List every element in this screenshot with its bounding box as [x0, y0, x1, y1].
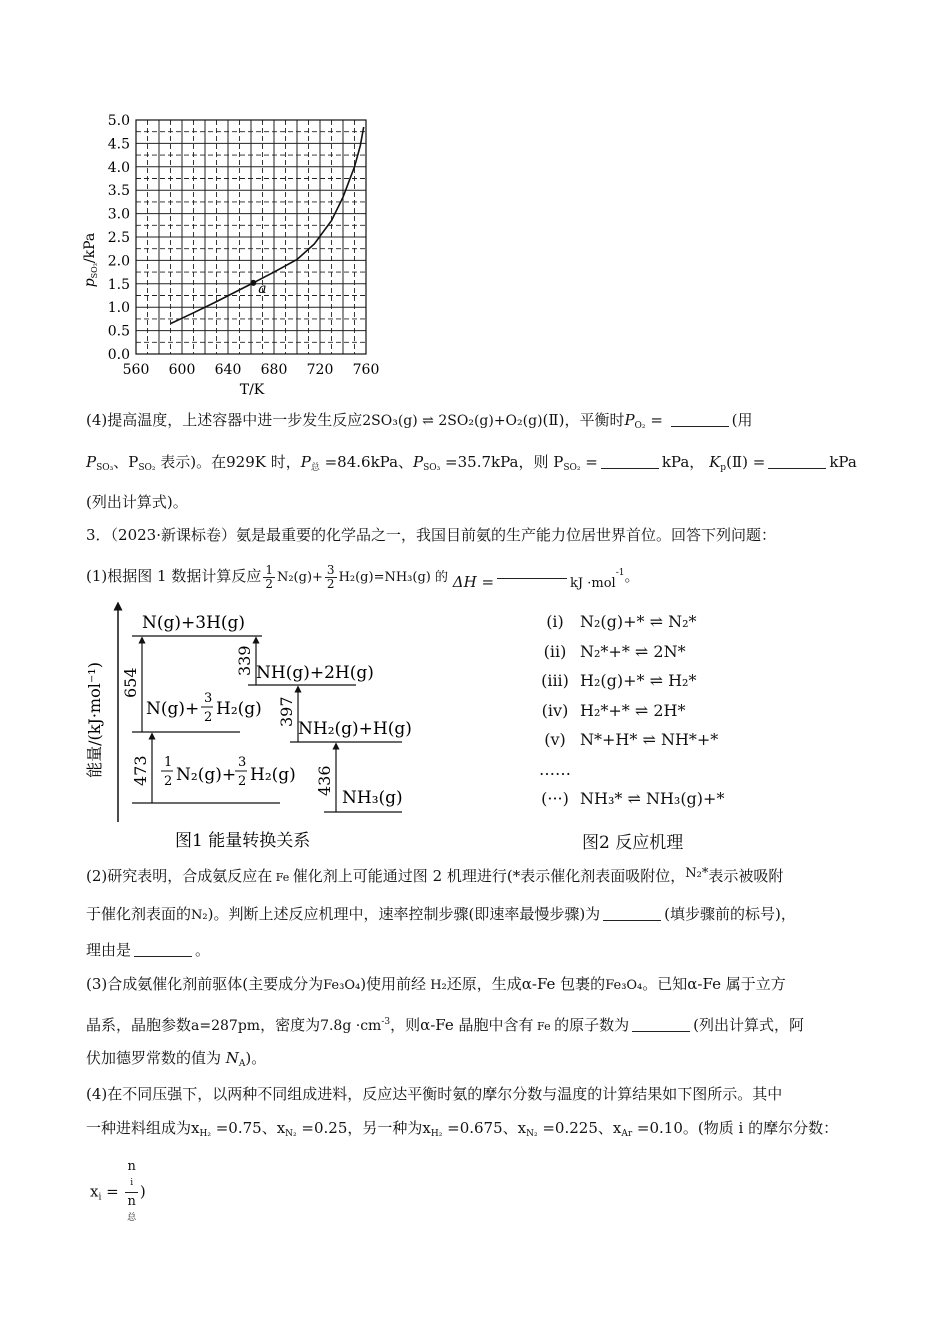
- q3-3-line3: [86, 1048, 266, 1074]
- y-tick-label: 0.5: [107, 323, 130, 340]
- q4-p-so3-sub2: SO₃: [423, 463, 441, 473]
- x-h2-2-sub: H₂: [430, 1129, 443, 1139]
- step-equation: N₂(g)+* ⇌ N₂*: [580, 612, 697, 631]
- q4-kpa1: kPa，: [661, 453, 705, 471]
- point-a-label: a: [258, 280, 267, 297]
- chart-grid: [136, 120, 366, 354]
- x-n2-2-val: =0.225、: [537, 1119, 613, 1137]
- answer-blank-pso2[interactable]: [601, 454, 659, 469]
- q4-p-so3-sub: SO₃: [96, 463, 114, 473]
- level-n-frac-den: 2: [204, 710, 213, 725]
- q3-3-text-c: 还原，生成α-Fe 包裹的: [446, 975, 606, 993]
- x-n2-2: x: [517, 1119, 527, 1137]
- bottom-frac2-num: 3: [238, 755, 247, 770]
- q3-part1: [86, 558, 640, 593]
- q3-2-n2: N₂: [191, 908, 208, 923]
- q3-3-line1: [86, 974, 786, 996]
- q3-3-h2: H₂: [426, 978, 447, 993]
- x-n2-1-sub: N₂: [285, 1129, 297, 1139]
- answer-blank-dh[interactable]: [497, 564, 567, 579]
- chart-tick-labels: [108, 113, 380, 378]
- x-h2-1-val: =0.75、: [210, 1119, 277, 1137]
- q3-4-line2: [86, 1118, 838, 1144]
- figure1-energy-diagram: [80, 600, 440, 858]
- y-tick-label: 1.5: [107, 276, 130, 293]
- q3-3-density: 7.8g ·cm: [320, 1018, 382, 1034]
- answer-blank-kp[interactable]: [768, 454, 826, 469]
- value-473: 473: [131, 755, 150, 786]
- step-label: (···): [541, 789, 569, 808]
- frac-den: 2: [265, 576, 273, 591]
- mechanism-step: [530, 671, 696, 690]
- q4-text-a: (4)提高温度，上述容器中进一步发生反应: [86, 411, 363, 429]
- q4-kp: K: [709, 453, 721, 471]
- q4-text-929: 表示)。在929K 时，: [155, 453, 301, 471]
- mechanism-step: [530, 789, 724, 808]
- q3-3-text-g: ，则α-Fe 晶胞中含有: [390, 1016, 534, 1034]
- chart-y-label: $p_{SO_3}$/kPa: [82, 232, 99, 288]
- q4-equation: 2SO₃(g) ⇌ 2SO₂(g)+O₂(g): [362, 413, 543, 429]
- q4-text-b: (Ⅱ)，平衡时: [542, 411, 625, 429]
- q3-3-density-sup: -3: [381, 1017, 391, 1027]
- q4-line3: (列出计算式)。: [86, 493, 188, 511]
- level-top-label: N(g)+3H(g): [142, 613, 246, 633]
- q4-p-so2-sym: 、P: [113, 453, 139, 471]
- figure1-caption: 图1 能量转换关系: [175, 831, 311, 851]
- q3-4-text-c: 。(物质 i 的摩尔分数：: [682, 1119, 839, 1137]
- n-i-sub: i: [130, 1178, 134, 1188]
- figure2-caption: 图2 反应机理: [582, 833, 684, 853]
- q4-p-so2-sub: SO₂: [138, 463, 156, 473]
- level-n-h2: H₂(g): [216, 699, 262, 719]
- q3-2-text-f: (填步骤前的标号)，: [664, 905, 796, 923]
- x-i: x: [90, 1182, 99, 1201]
- q3-3-text-a: (3)合成氨催化剂前驱体(主要成分为: [86, 975, 324, 993]
- q3-3-text-e: 晶系，晶胞参数: [86, 1016, 192, 1034]
- answer-blank-reason[interactable]: [134, 942, 192, 957]
- q3-unit-sup: -1: [615, 568, 625, 578]
- q3-3-text-b: )使用前经: [360, 975, 427, 993]
- q3-3-text-j: 伏加德罗常数的值为: [86, 1049, 222, 1067]
- x-n2-2-sub: N₂: [526, 1129, 538, 1139]
- y-tick-label: 1.0: [107, 300, 130, 317]
- level-n-frac-num: 3: [204, 691, 213, 706]
- q4-line2: [86, 452, 857, 478]
- frac-num: 3: [326, 562, 335, 577]
- answer-blank-atoms[interactable]: [632, 1017, 690, 1032]
- q4-then-pso2: ，则 P: [518, 453, 564, 471]
- x-tick-label: 560: [122, 362, 150, 378]
- y-tick-label: 2.5: [107, 230, 130, 246]
- q3-3-fe3o4: Fe₃O₄: [323, 978, 361, 993]
- x-ar-sub: Ar: [621, 1129, 633, 1139]
- mechanism-step: [530, 701, 685, 720]
- fraction-three-half: [325, 564, 337, 591]
- step-label: (i): [546, 612, 564, 631]
- q4-p-o2: P: [624, 411, 635, 429]
- mechanism-step: [530, 642, 686, 661]
- step-label: (iii): [541, 671, 569, 690]
- q3-unit: kJ ·mol: [570, 576, 616, 591]
- q4-p-so3: P: [413, 453, 424, 471]
- q3-p1-eq: N₂(g)+: [276, 570, 323, 585]
- bottom-frac2-den: 2: [238, 774, 247, 789]
- mechanism-step: [530, 760, 580, 779]
- q3-2-line3: [86, 940, 210, 960]
- q3-3-na: N: [221, 1049, 239, 1067]
- q3-2-line1: [86, 866, 783, 888]
- step-label: (ii): [543, 641, 567, 661]
- step-label: (v): [544, 730, 566, 749]
- q4-p-so3-val: =35.7kPa: [440, 453, 519, 471]
- q3-3-param: a=287pm: [191, 1018, 261, 1034]
- q3-2-n2star: N₂*: [685, 866, 709, 881]
- level-bottom-label: N₂(g)+: [176, 765, 237, 785]
- step-equation: NH₃* ⇌ NH₃(g)+*: [580, 789, 725, 808]
- q3-intro: 3．（2023·新课标卷）氨是最重要的化学品之一，我国目前氨的生产能力位居世界首位。回答下列问题：: [86, 526, 776, 544]
- x-tick-label: 720: [306, 362, 334, 378]
- x-tick-label: 760: [352, 362, 380, 378]
- mechanism-step: [530, 612, 697, 631]
- x-h2-2: x: [422, 1119, 431, 1137]
- point-a: [250, 280, 256, 286]
- n-i: n: [127, 1159, 136, 1174]
- q3-2-reason: 理由是: [86, 941, 132, 959]
- x-ar: x: [612, 1119, 622, 1137]
- q3-2-fe: Fe: [272, 871, 293, 884]
- x-tick-label: 680: [260, 362, 288, 378]
- y-tick-label: 0.0: [107, 347, 130, 363]
- q3-3-fe: Fe: [533, 1020, 555, 1033]
- step-equation: N*+H* ⇌ NH*+*: [580, 730, 719, 749]
- q4-eq-sign: =: [645, 411, 668, 429]
- q3-dh: ΔH =: [452, 573, 495, 591]
- q3-2-text-b: 催化剂上可能通过图 2 机理进行(*表示催化剂表面吸附位，: [292, 867, 686, 885]
- q3-3-text-i: (列出计算式，阿: [693, 1016, 804, 1034]
- q3-3-line2: [86, 1012, 804, 1037]
- y-tick-label: 3.5: [107, 183, 130, 200]
- q3-4-end: ): [139, 1182, 146, 1201]
- q3-4-text-a: 一种进料组成为: [86, 1119, 192, 1137]
- level-bottom-h2: H₂(g): [250, 765, 296, 785]
- q3-3-fe3o4b: Fe₃O₄: [605, 978, 643, 993]
- y-tick-label: 5.0: [107, 113, 130, 129]
- x-tick-label: 600: [168, 362, 196, 378]
- x-ar-val: =0.10: [632, 1119, 683, 1137]
- y-tick-label: 3.0: [107, 206, 130, 223]
- value-339: 339: [235, 645, 254, 676]
- x-h2-1-sub: H₂: [199, 1129, 211, 1139]
- y-tick-label: 4.5: [107, 136, 130, 153]
- step-label: (iv): [541, 700, 569, 720]
- q3-2-text-c: 表示被吸附: [708, 867, 784, 885]
- step-equation: H₂(g)+* ⇌ H₂*: [580, 671, 697, 690]
- q3-3-end: )。: [245, 1049, 267, 1067]
- q3-3-text-h: 的原子数为: [554, 1016, 630, 1034]
- frac-num: 1: [265, 562, 273, 577]
- q3-2-line2: [86, 904, 796, 926]
- q3-end: 。: [624, 567, 640, 585]
- step-label: ……: [539, 759, 571, 779]
- q4-line1: [86, 410, 753, 436]
- level-nh-label: NH(g)+2H(g): [256, 663, 374, 683]
- x-tick-label: 640: [214, 362, 242, 378]
- level-nh3-label: NH₃(g): [342, 788, 403, 808]
- q4-text-c: (用: [731, 411, 753, 429]
- answer-blank-po2[interactable]: [671, 412, 729, 427]
- q3-3-text-d: 。已知α-Fe 属于立方: [642, 975, 786, 993]
- q4-kp-arg: (Ⅱ) =: [726, 453, 766, 471]
- x-n2-1-val: =0.25: [296, 1119, 348, 1137]
- frac-den: [125, 1193, 137, 1227]
- level-nh2-label: NH₂(g)+H(g): [298, 719, 412, 739]
- q3-3-na-sub: A: [238, 1059, 246, 1069]
- q4-eq2: =: [580, 453, 598, 471]
- q3-4-line1: (4)在不同压强下，以两种不同组成进料，反应达平衡时氨的摩尔分数与温度的计算结果如下图所示。其中: [86, 1085, 783, 1103]
- step-equation: N₂*+* ⇌ 2N*: [580, 641, 686, 661]
- value-654: 654: [121, 667, 140, 698]
- bottom-frac1-num: 1: [164, 755, 173, 770]
- q3-3-text-f: ，密度为: [260, 1016, 321, 1034]
- value-436: 436: [315, 765, 334, 796]
- x-i-sub: i: [98, 1192, 102, 1203]
- q4-p-o2-sub: O₂: [634, 421, 646, 431]
- q3-p1-text: (1)根据图 1 数据计算反应: [86, 567, 262, 585]
- x-h2-1: x: [191, 1119, 200, 1137]
- q4-p-total-sub: 总: [310, 463, 320, 473]
- q3-2-end: 。: [195, 941, 211, 959]
- value-397: 397: [277, 696, 296, 727]
- x-h2-2-val: =0.675、: [442, 1119, 518, 1137]
- step-equation: H₂*+* ⇌ 2H*: [580, 700, 686, 720]
- frac-num: [125, 1158, 137, 1193]
- chart-x-label: T/K: [239, 382, 265, 398]
- q4-then-pso2-sub: SO₂: [563, 463, 581, 473]
- fraction-one-half: [263, 564, 275, 591]
- n-total-sub: 总: [127, 1213, 137, 1223]
- q4-kpa2: kPa: [829, 453, 857, 471]
- q3-2-text-d: 于催化剂表面的: [86, 905, 192, 923]
- y-tick-label: 2.0: [107, 253, 130, 270]
- mechanism-step: [530, 730, 718, 749]
- level-n-label: [146, 699, 199, 719]
- frac-den: 2: [326, 576, 335, 591]
- q4-kp-sub: p: [720, 463, 727, 473]
- n-total: n: [127, 1194, 136, 1209]
- q4-p-so3-sym: P: [86, 453, 97, 471]
- mole-fraction: [125, 1158, 137, 1227]
- level-n-text: N(g)+: [146, 699, 200, 719]
- x-n2-1: x: [276, 1119, 286, 1137]
- graph-pso3-vs-t: [80, 108, 390, 400]
- energy-axis-label: 能量/(kJ·mol⁻¹): [85, 662, 104, 778]
- bottom-frac1-den: 2: [164, 774, 173, 789]
- y-tick-label: 4.0: [107, 159, 130, 176]
- q3-2-text-a: (2)研究表明，合成氨反应在: [86, 867, 273, 885]
- x-i-eq: =: [101, 1182, 124, 1201]
- q4-p-total: P: [300, 453, 311, 471]
- answer-blank-rate-step[interactable]: [603, 906, 661, 921]
- q4-p-total-val: =84.6kPa、: [319, 453, 414, 471]
- q3-4-line3: [90, 1158, 146, 1227]
- q3-p1-eq2: H₂(g)=NH₃(g) 的: [338, 570, 448, 585]
- q3-4-text-b: ，另一种为: [347, 1119, 423, 1137]
- q3-2-text-e: )。判断上述反应机理中，速率控制步骤(即速率最慢步骤)为: [207, 905, 601, 923]
